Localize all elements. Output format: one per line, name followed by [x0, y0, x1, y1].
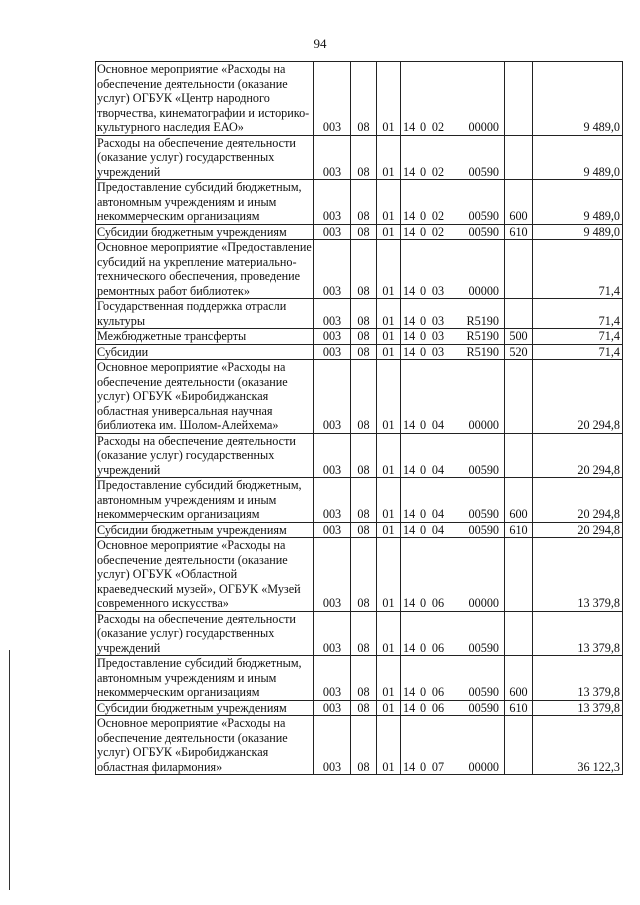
- row-vr: [505, 433, 533, 478]
- csr-event: 03: [431, 313, 445, 328]
- csr-direction: 00000: [468, 596, 499, 610]
- csr-subprogram: 0: [419, 344, 427, 359]
- csr-subprogram: 0: [419, 685, 427, 699]
- row-ved: 003: [314, 299, 351, 329]
- row-name: Субсидии бюджетным учреждениям: [96, 224, 314, 240]
- csr-direction: 00590: [468, 507, 499, 521]
- csr-event: 04: [431, 462, 445, 477]
- table-row: [96, 240, 623, 299]
- row-csr: [401, 478, 505, 523]
- row-name: Предоставление субсидий бюджетным, автономным учреждениям и иным некоммерческим организациям: [96, 656, 314, 701]
- row-sum: 71,4: [533, 344, 623, 360]
- table-row: [96, 433, 623, 478]
- row-rz: 08: [351, 344, 377, 360]
- row-rz: 08: [351, 433, 377, 478]
- row-sum: 20 294,8: [533, 522, 623, 538]
- row-rz: 08: [351, 135, 377, 180]
- csr-event: 06: [431, 700, 445, 715]
- row-ved: 003: [314, 538, 351, 612]
- row-pr: 01: [377, 700, 401, 716]
- row-name: Основное мероприятие «Расходы на обеспечение деятельности (оказание услуг) ОГБУК «Областной краеведческий музей», ОГБУК «Музей современного искусства»: [96, 538, 314, 612]
- csr-subprogram: 0: [419, 700, 427, 715]
- csr-direction: 00590: [468, 209, 499, 223]
- row-sum: 13 379,8: [533, 538, 623, 612]
- row-csr: [401, 656, 505, 701]
- row-name: Расходы на обеспечение деятельности (оказание услуг) государственных учреждений: [96, 611, 314, 656]
- csr-program: 14: [403, 685, 416, 699]
- row-vr: [505, 538, 533, 612]
- row-name: Расходы на обеспечение деятельности (оказание услуг) государственных учреждений: [96, 135, 314, 180]
- row-vr: [505, 240, 533, 299]
- row-name: Расходы на обеспечение деятельности (оказание услуг) государственных учреждений: [96, 433, 314, 478]
- csr-program: 14: [403, 329, 416, 343]
- csr-event: 02: [431, 120, 445, 134]
- row-sum: 13 379,8: [533, 656, 623, 701]
- row-vr: [505, 62, 533, 136]
- csr-event: 03: [431, 283, 445, 298]
- csr-direction: 00590: [468, 224, 499, 239]
- table-row: [96, 344, 623, 360]
- table-row: [96, 656, 623, 701]
- row-name: Основное мероприятие «Расходы на обеспечение деятельности (оказание услуг) ОГБУК «Биробиджанская областная филармония»: [96, 716, 314, 775]
- csr-subprogram: 0: [419, 313, 427, 328]
- row-rz: 08: [351, 656, 377, 701]
- row-pr: 01: [377, 135, 401, 180]
- row-csr: [401, 299, 505, 329]
- csr-program: 14: [403, 522, 416, 537]
- row-sum: 13 379,8: [533, 700, 623, 716]
- row-sum: 71,4: [533, 329, 623, 345]
- row-vr: 600: [505, 180, 533, 225]
- csr-event: 03: [431, 344, 445, 359]
- csr-event: 06: [431, 596, 445, 610]
- row-ved: 003: [314, 656, 351, 701]
- table-row: [96, 716, 623, 775]
- row-vr: [505, 299, 533, 329]
- csr-direction: 00590: [468, 685, 499, 699]
- row-rz: 08: [351, 611, 377, 656]
- csr-direction: 00590: [468, 462, 499, 477]
- row-ved: 003: [314, 344, 351, 360]
- csr-direction: R5190: [466, 344, 499, 359]
- row-name: Государственная поддержка отрасли культуры: [96, 299, 314, 329]
- table-row: [96, 360, 623, 434]
- row-csr: [401, 224, 505, 240]
- csr-subprogram: 0: [419, 164, 427, 179]
- table-row: [96, 62, 623, 136]
- row-rz: 08: [351, 360, 377, 434]
- row-csr: [401, 433, 505, 478]
- csr-subprogram: 0: [419, 209, 427, 223]
- row-csr: [401, 344, 505, 360]
- row-sum: 36 122,3: [533, 716, 623, 775]
- row-ved: 003: [314, 180, 351, 225]
- table-row: [96, 329, 623, 345]
- row-csr: [401, 716, 505, 775]
- row-vr: [505, 360, 533, 434]
- row-ved: 003: [314, 700, 351, 716]
- csr-subprogram: 0: [419, 596, 427, 610]
- row-rz: 08: [351, 224, 377, 240]
- row-sum: 71,4: [533, 240, 623, 299]
- row-csr: [401, 180, 505, 225]
- row-vr: [505, 716, 533, 775]
- table-row: [96, 180, 623, 225]
- csr-subprogram: 0: [419, 120, 427, 134]
- row-pr: 01: [377, 656, 401, 701]
- row-rz: 08: [351, 62, 377, 136]
- row-name: Субсидии: [96, 344, 314, 360]
- row-pr: 01: [377, 716, 401, 775]
- row-ved: 003: [314, 611, 351, 656]
- row-pr: 01: [377, 611, 401, 656]
- row-ved: 003: [314, 62, 351, 136]
- row-sum: 9 489,0: [533, 224, 623, 240]
- csr-direction: 00590: [468, 700, 499, 715]
- row-vr: 610: [505, 224, 533, 240]
- csr-program: 14: [403, 462, 416, 477]
- csr-program: 14: [403, 313, 416, 328]
- row-rz: 08: [351, 329, 377, 345]
- row-ved: 003: [314, 478, 351, 523]
- table-row: [96, 299, 623, 329]
- row-csr: [401, 135, 505, 180]
- row-rz: 08: [351, 700, 377, 716]
- csr-direction: 00590: [468, 522, 499, 537]
- table-row: [96, 135, 623, 180]
- csr-event: 02: [431, 224, 445, 239]
- csr-event: 06: [431, 685, 445, 699]
- budget-table: [95, 61, 623, 775]
- csr-event: 03: [431, 329, 445, 343]
- csr-direction: R5190: [466, 313, 499, 328]
- csr-direction: 00000: [468, 759, 499, 774]
- row-csr: [401, 700, 505, 716]
- row-rz: 08: [351, 180, 377, 225]
- table-row: [96, 611, 623, 656]
- row-pr: 01: [377, 478, 401, 523]
- row-vr: [505, 611, 533, 656]
- margin-line: [9, 650, 10, 890]
- row-ved: 003: [314, 716, 351, 775]
- csr-event: 06: [431, 640, 445, 655]
- csr-program: 14: [403, 596, 416, 610]
- row-csr: [401, 329, 505, 345]
- row-csr: [401, 522, 505, 538]
- table-row: [96, 522, 623, 538]
- row-pr: 01: [377, 180, 401, 225]
- row-pr: 01: [377, 433, 401, 478]
- csr-event: 04: [431, 522, 445, 537]
- row-name: Основное мероприятие «Предоставление субсидий на укрепление материально-технического обеспечения, проведение ремонтных работ библиотек»: [97, 240, 312, 298]
- csr-subprogram: 0: [419, 640, 427, 655]
- row-sum: 71,4: [533, 299, 623, 329]
- csr-direction: R5190: [466, 329, 499, 343]
- csr-direction: 00000: [468, 120, 499, 134]
- row-sum: 9 489,0: [533, 62, 623, 136]
- row-ved: 003: [314, 224, 351, 240]
- table-row: [96, 700, 623, 716]
- csr-event: 02: [431, 209, 445, 223]
- row-name: Предоставление субсидий бюджетным, автономным учреждениям и иным некоммерческим организациям: [96, 180, 314, 225]
- csr-program: 14: [403, 759, 416, 774]
- csr-event: 02: [431, 164, 445, 179]
- row-rz: 08: [351, 478, 377, 523]
- row-name: Межбюджетные трансферты: [96, 329, 314, 345]
- row-pr: 01: [377, 360, 401, 434]
- row-pr: 01: [377, 522, 401, 538]
- csr-program: 14: [403, 640, 416, 655]
- csr-program: 14: [403, 224, 416, 239]
- row-rz: 08: [351, 716, 377, 775]
- csr-program: 14: [403, 344, 416, 359]
- csr-subprogram: 0: [419, 224, 427, 239]
- row-rz: 08: [351, 538, 377, 612]
- row-rz: 08: [351, 299, 377, 329]
- row-ved: 003: [314, 522, 351, 538]
- row-ved: 003: [314, 240, 351, 299]
- csr-subprogram: 0: [419, 759, 427, 774]
- row-sum: 20 294,8: [533, 360, 623, 434]
- row-pr: 01: [377, 329, 401, 345]
- row-ved: 003: [314, 433, 351, 478]
- table-row: [96, 224, 623, 240]
- row-ved: 003: [314, 135, 351, 180]
- table-row: [96, 538, 623, 612]
- csr-event: 04: [431, 507, 445, 521]
- row-name: Предоставление субсидий бюджетным, автономным учреждениям и иным некоммерческим организациям: [96, 478, 314, 523]
- csr-event: 07: [431, 759, 445, 774]
- row-ved: 003: [314, 360, 351, 434]
- row-ved: 003: [314, 329, 351, 345]
- csr-subprogram: 0: [419, 283, 427, 298]
- page-number: 94: [313, 36, 327, 51]
- csr-program: 14: [403, 164, 416, 179]
- csr-subprogram: 0: [419, 329, 427, 343]
- csr-program: 14: [403, 209, 416, 223]
- row-vr: 520: [505, 344, 533, 360]
- csr-subprogram: 0: [419, 418, 427, 432]
- row-sum: 20 294,8: [533, 433, 623, 478]
- row-name: Основное мероприятие «Расходы на обеспечение деятельности (оказание услуг) ОГБУК «Биробиджанская областная универсальная научная библиотека им. Шолом-Алейхема»: [96, 360, 314, 434]
- row-pr: 01: [377, 224, 401, 240]
- row-csr: [401, 240, 505, 299]
- row-sum: 9 489,0: [533, 180, 623, 225]
- row-vr: 610: [505, 700, 533, 716]
- row-csr: [401, 62, 505, 136]
- row-csr: [401, 360, 505, 434]
- row-pr: 01: [377, 62, 401, 136]
- row-rz: 08: [351, 522, 377, 538]
- csr-direction: 00590: [468, 164, 499, 179]
- csr-subprogram: 0: [419, 522, 427, 537]
- row-sum: 9 489,0: [533, 135, 623, 180]
- row-pr: 01: [377, 538, 401, 612]
- row-rz: 08: [351, 240, 377, 299]
- row-pr: 01: [377, 299, 401, 329]
- row-sum: 20 294,8: [533, 478, 623, 523]
- csr-direction: 00590: [468, 640, 499, 655]
- csr-subprogram: 0: [419, 462, 427, 477]
- csr-direction: 00000: [468, 283, 499, 298]
- row-csr: [401, 538, 505, 612]
- csr-program: 14: [403, 418, 416, 432]
- table-row: [96, 478, 623, 523]
- row-sum: 13 379,8: [533, 611, 623, 656]
- row-csr: [401, 611, 505, 656]
- row-vr: 500: [505, 329, 533, 345]
- row-vr: [505, 135, 533, 180]
- row-pr: 01: [377, 240, 401, 299]
- csr-program: 14: [403, 120, 416, 134]
- row-name: Субсидии бюджетным учреждениям: [96, 700, 314, 716]
- csr-subprogram: 0: [419, 507, 427, 521]
- row-vr: 600: [505, 478, 533, 523]
- row-vr: 600: [505, 656, 533, 701]
- csr-direction: 00000: [468, 418, 499, 432]
- csr-program: 14: [403, 700, 416, 715]
- row-pr: 01: [377, 344, 401, 360]
- row-vr: 610: [505, 522, 533, 538]
- csr-program: 14: [403, 507, 416, 521]
- row-name: Субсидии бюджетным учреждениям: [96, 522, 314, 538]
- csr-event: 04: [431, 418, 445, 432]
- csr-program: 14: [403, 283, 416, 298]
- row-name: Основное мероприятие «Расходы на обеспечение деятельности (оказание услуг) ОГБУК «Центр народного творчества, кинематографии и историко-культурного наследия ЕАО»: [96, 62, 314, 136]
